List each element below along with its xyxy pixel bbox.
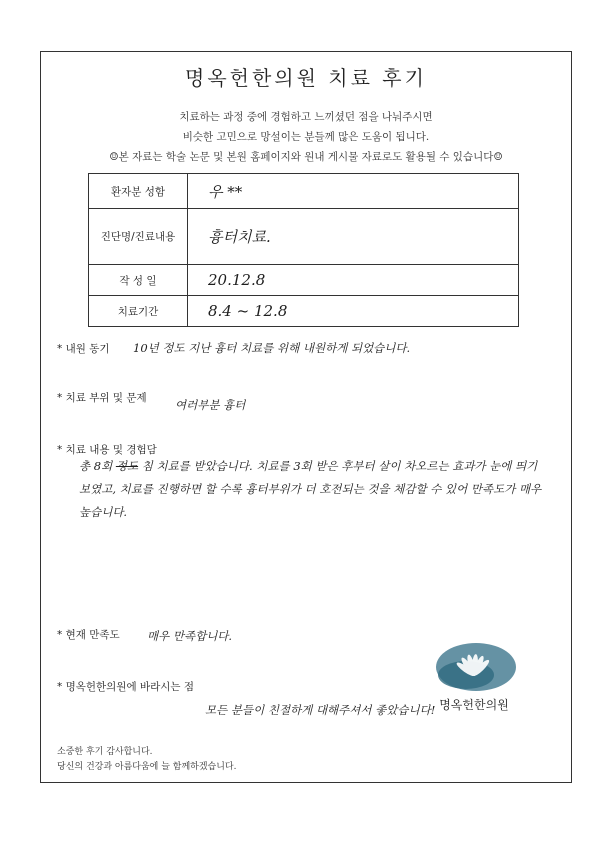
diagnosis-label: 진단명/진료내용 [89, 209, 188, 265]
experience-answer [79, 455, 542, 524]
patient-name-value: 우 ** [188, 174, 519, 209]
intro-line-2: 비슷한 고민으로 망설이는 분들께 많은 도움이 됩니다. [182, 131, 430, 143]
clinic-logo-text: 명옥헌한의원 [439, 698, 509, 712]
patient-info-table [88, 173, 519, 327]
date-value: 20.12.8 [188, 265, 519, 296]
satisfaction-label: * 현재 만족도 [57, 629, 120, 641]
intro-line-3: ☺본 자료는 학술 논문 및 본원 홈페이지와 원내 게시물 자료로도 활용될 수 있습니다☺ [109, 151, 503, 163]
wish-label: * 명옥헌한의원에 바라시는 점 [57, 681, 194, 693]
period-value: 8.4 ~ 12.8 [188, 296, 519, 327]
period-label: 치료기간 [89, 296, 188, 327]
strikethrough-word: 정도 [115, 459, 139, 473]
experience-label: * 치료 내용 및 경험담 [57, 444, 157, 456]
experience-line-1: 총 8회 정도 침 치료를 받았습니다. 치료를 3회 받은 후부터 살이 차오르는 효과가 눈에 띄기 [79, 459, 538, 473]
closing-line-2: 당신의 건강과 아름다움에 늘 함께하겠습니다. [57, 762, 237, 772]
intro-line-1: 치료하는 과정 중에 경험하고 느끼셨던 점을 나눠주시면 [179, 111, 433, 123]
form-title: 명옥헌한의원 치료 후기 [185, 66, 427, 90]
experience-line-3: 높습니다. [79, 505, 128, 519]
area-label: * 치료 부위 및 문제 [57, 392, 147, 404]
diagnosis-value: 흉터치료. [188, 209, 519, 265]
experience-line-2: 보였고, 치료를 진행하면 할 수록 흉터부위가 더 호전되는 것을 체감할 수 있어 만족도가 매우 [79, 482, 542, 496]
satisfaction-answer: 매우 만족합니다. [147, 629, 233, 643]
date-label: 작 성 일 [89, 265, 188, 296]
motive-label: * 내원 동기 [57, 343, 110, 355]
closing-line-1: 소중한 후기 감사합니다. [57, 747, 153, 757]
motive-answer: 10년 정도 지난 흉터 치료를 위해 내원하게 되었습니다. [133, 341, 411, 355]
patient-name-label: 환자분 성함 [89, 174, 188, 209]
area-answer: 여러부분 흉터 [175, 398, 246, 412]
wish-answer: 모든 분들이 친절하게 대해주셔서 좋았습니다! [205, 703, 436, 717]
